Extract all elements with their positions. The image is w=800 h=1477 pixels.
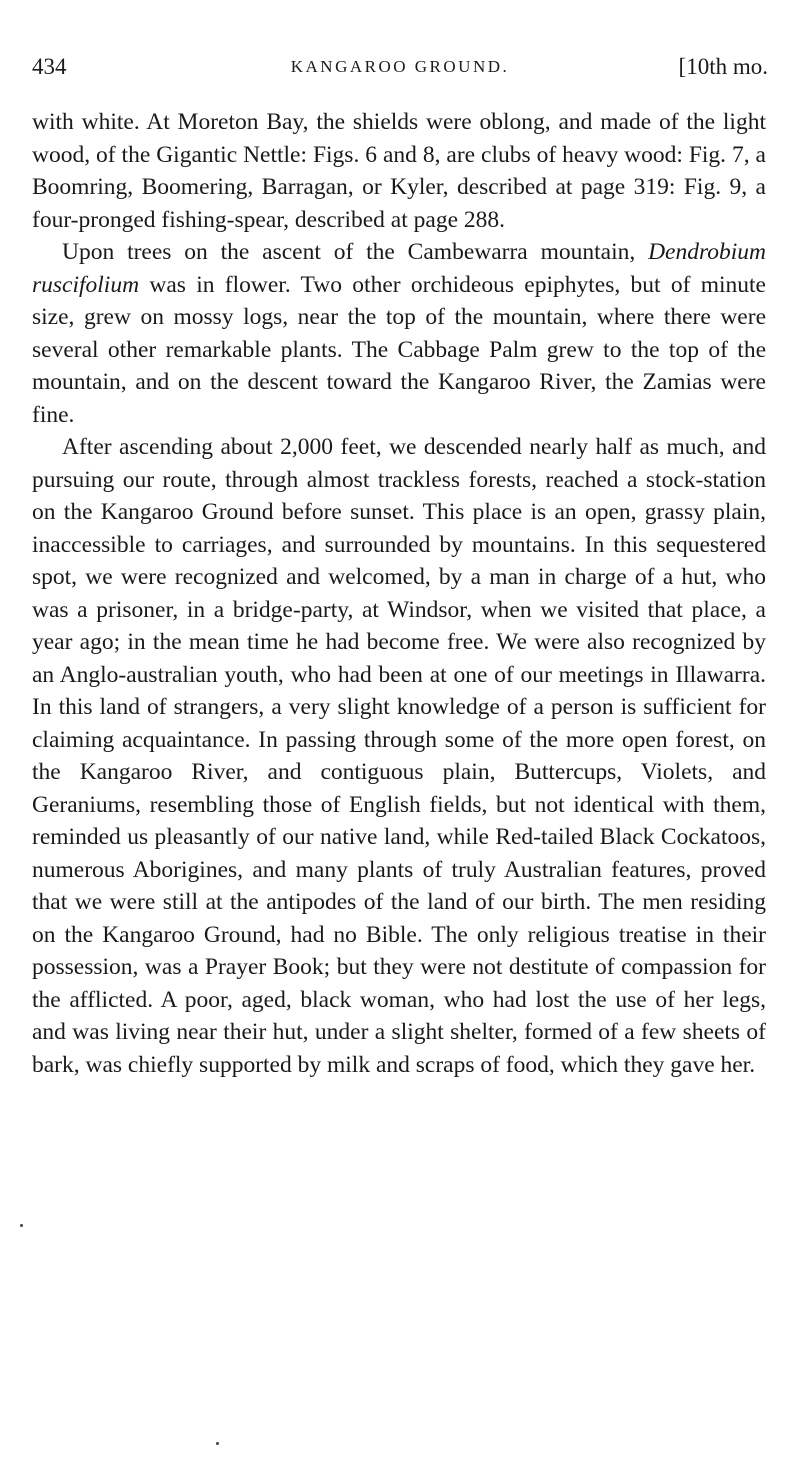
ink-speck	[216, 1442, 219, 1445]
paragraph-3: After ascending about 2,000 feet, we descended nearly half as much, and pursuing our route, through almost trackless forests, reached a stock-station on the Kangaroo Ground before sunset. This place is an open, grassy plain, inaccessible to carriages, and surrounded by mountains. In this sequestered spot, we were recognized and welcomed, by a man in charge of a hut, who was a prisoner, in a bridge-party, at Windsor, when we visited that place, a year ago; in the mean time he had become free. We were also recognized by an Anglo-australian youth, who had been at one of our meetings in Illawarra. In this land of strangers, a very slight knowledge of a person is sufficient for claiming acquaintance. In passing through some of the more open forest, on the Kangaroo River, and contiguous plain, Buttercups, Violets, and Geraniums, resembling those of English fields, but not identical with them, reminded us pleasantly of our native land, while Red-tailed Black Cockatoos, numerous Aborigines, and many plants of truly Australian features, proved that we were still at the antipodes of the land of our birth. The men residing on the Kangaroo Ground, had no Bible. The only religious treatise in their possession, was a Prayer Book; but they were not destitute of compassion for the afflicted. A poor, aged, black woman, who had lost the use of her legs, and was living near their hut, under a slight shelter, formed of a few sheets of bark, was chiefly supported by milk and scraps of food, which they gave her.	[32, 434, 766, 1078]
paragraph-2-lead: Upon trees on the ascent of the Cambewarra mountain,	[62, 239, 636, 265]
running-title: KANGAROO GROUND.	[290, 57, 510, 76]
page-header	[32, 50, 768, 84]
species-name: Dendrobium ruscifolium	[32, 239, 766, 298]
header-date: [10th mo.	[678, 54, 768, 79]
paragraph-2-rest: was in flower. Two other orchideous epiphytes, but of minute size, grew on mossy logs, near the top of the mountain, where there were several other remarkable plants. The Cabbage Palm grew to the top of the mountain, and on the descent toward the Kangaroo River, the Zamias were fine.	[32, 271, 766, 428]
paragraph-1: with white. At Moreton Bay, the shields were oblong, and made of the light wood, of the Gigantic Nettle: Figs. 6 and 8, are clubs of heavy wood: Fig. 7, a Boomring, Boomering, Barragan, or Kyler, described at page 319: Fig. 9, a four-pronged fishing-spear, described at page 288.	[32, 109, 766, 233]
paragraph-2	[32, 236, 766, 431]
ink-speck	[20, 1224, 23, 1227]
page-number: 434	[32, 54, 67, 79]
body-text	[32, 106, 766, 1081]
